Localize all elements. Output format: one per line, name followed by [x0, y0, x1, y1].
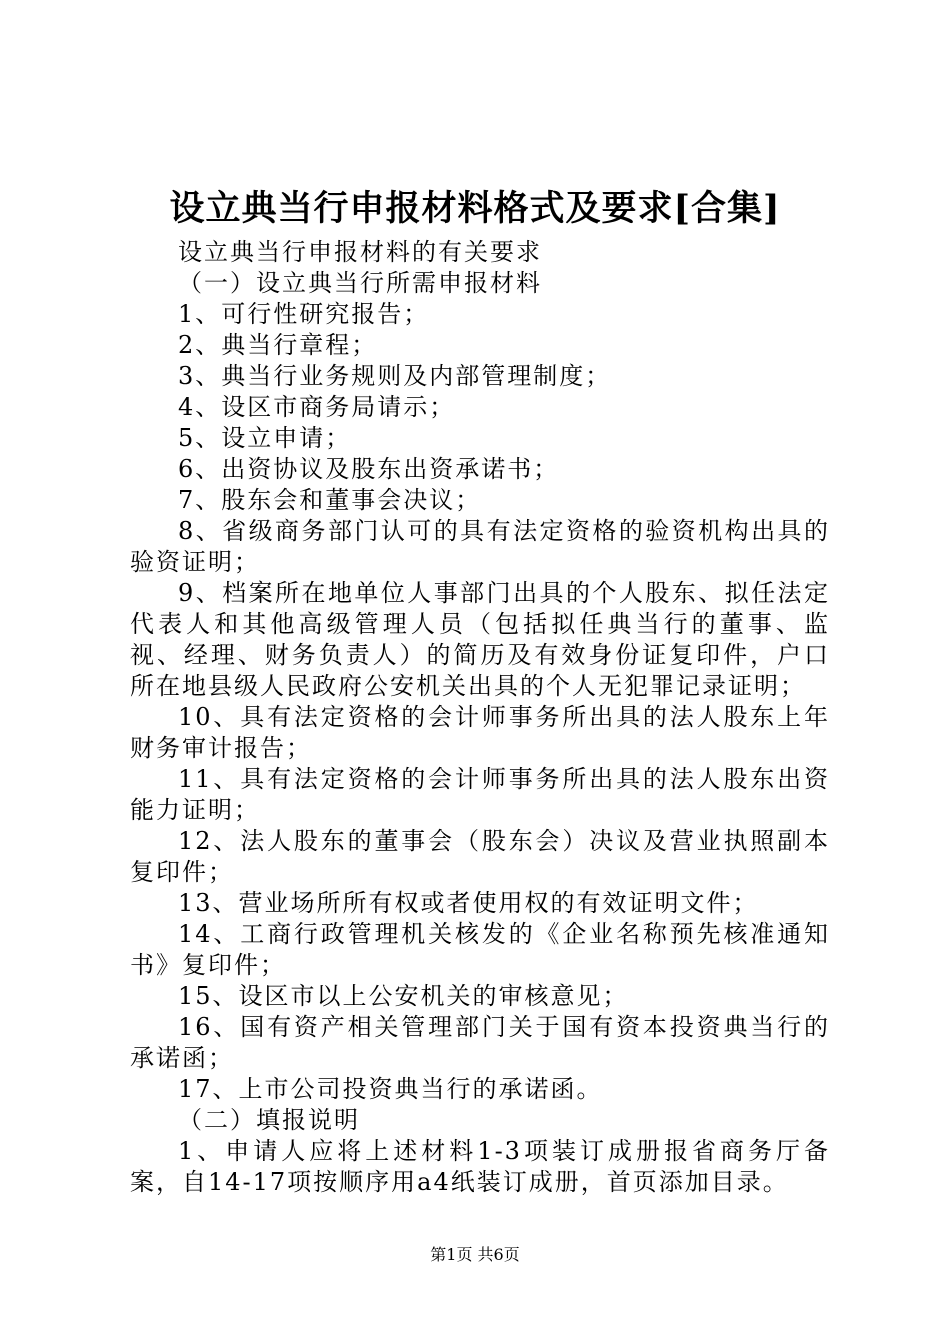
list-item: 11、具有法定资格的会计师事务所出具的法人股东出资能力证明； — [130, 765, 830, 824]
page-footer: 第1页 共6页 — [430, 1245, 520, 1264]
list-item: 7、股东会和董事会决议； — [178, 486, 482, 514]
list-item: 12、法人股东的董事会（股东会）决议及营业执照副本复印件； — [130, 827, 830, 886]
list-item: 15、设区市以上公安机关的审核意见； — [178, 982, 629, 1010]
list-item: 1、可行性研究报告； — [178, 300, 430, 328]
list-item: 13、营业场所所有权或者使用权的有效证明文件； — [178, 889, 759, 917]
list-item: 1、申请人应将上述材料1-3项装订成册报省商务厅备案，自14-17项按顺序用a4纸装订成册，首页添加目录。 — [130, 1137, 830, 1196]
list-item: 8、省级商务部门认可的具有法定资格的验资机构出具的验资证明； — [130, 517, 830, 576]
list-item: 5、设立申请； — [178, 424, 352, 452]
list-item: 17、上市公司投资典当行的承诺函。 — [178, 1075, 603, 1103]
list-item: 6、出资协议及股东出资承诺书； — [178, 455, 560, 483]
list-item: 9、档案所在地单位人事部门出具的个人股东、拟任法定代表人和其他高级管理人员（包括拟任典当行的董事、监视、经理、财务负责人）的简历及有效身份证复印件，户口所在地县级人民政府公安机关出具的个人无犯罪记录证明； — [130, 579, 830, 700]
paragraph-intro: 设立典当行申报材料的有关要求 — [178, 238, 542, 266]
list-item: 2、典当行章程； — [178, 331, 378, 359]
document-body — [130, 237, 830, 1198]
section-heading-1: （一）设立典当行所需申报材料 — [178, 269, 542, 297]
list-item: 16、国有资产相关管理部门关于国有资本投资典当行的承诺函； — [130, 1013, 830, 1072]
section-heading-2: （二）填报说明 — [178, 1106, 360, 1134]
document-title: 设立典当行申报材料格式及要求[合集] — [169, 188, 781, 229]
list-item: 14、工商行政管理机关核发的《企业名称预先核准通知书》复印件； — [130, 920, 830, 979]
list-item: 3、典当行业务规则及内部管理制度； — [178, 362, 612, 390]
list-item: 10、具有法定资格的会计师事务所出具的法人股东上年财务审计报告； — [130, 703, 830, 762]
list-item: 4、设区市商务局请示； — [178, 393, 456, 421]
